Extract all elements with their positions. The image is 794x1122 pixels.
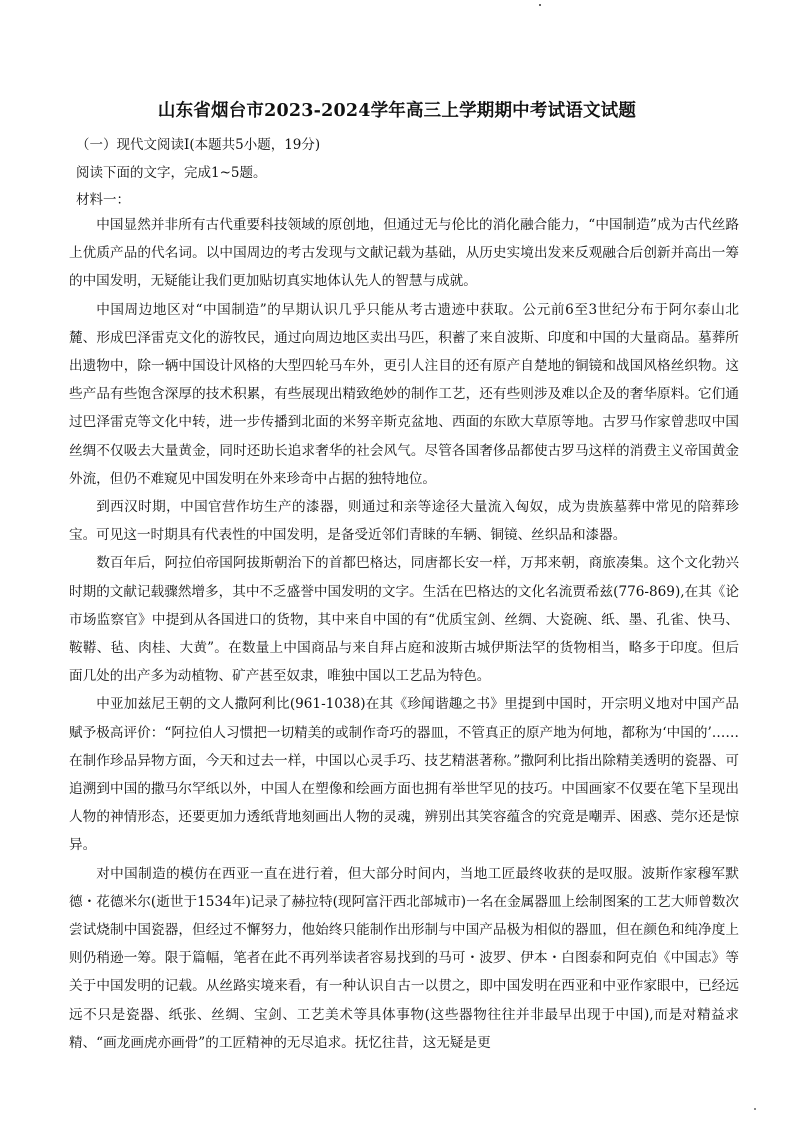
page-title: 山东省烟台市2023-2024学年高三上学期期中考试语文试题	[157, 101, 637, 121]
paragraph-6: 对中国制造的模仿在西亚一直在进行着，但大部分时间内，当地工匠最终收获的是叹服。波斯作家穆军默德・花德米尔(逝世于1534年)记录了赫拉特(现阿富汗西北部城市)一名在金属器皿上绘制图案的工艺大师曾数次尝试烧制中国瓷器，但经过不懈努力，他始终只能制作出形制与中国产品极为相似的器皿，但在颜色和纯净度上则仍稍逊一筹。限于篇幅，笔者在此不再列举读者容易找到的马可・波罗、伊本・白图泰和阿克伯《中国志》等关于中国发明的记载。从丝路实境来看，有一种认识自古一以贯之，即中国发明在西亚和中亚作家眼中，已经远远不只是瓷器、纸张、丝绸、宝剑、工艺美术等具体事物(这些器物往往并非最早出现于中国),而是对精益求精、“画龙画虎亦画骨”的工匠精神的无尽追求。抚忆往昔，这无疑是更	[69, 865, 739, 1051]
paragraph-1: 中国显然并非所有古代重要科技领域的原创地，但通过无与伦比的消化融合能力，“中国制造”成为古代丝路上优质产品的代名词。以中国周边的考古发现与文献记载为基础，从历史实境出发来反观融合后创新并高出一筹的中国发明，无疑能让我们更加贴切真实地体认先人的智慧与成就。	[69, 217, 739, 290]
paragraph-2: 中国周边地区对“中国制造”的早期认识几乎只能从考古遗迹中获取。公元前6至3世纪分布于阿尔泰山北麓、形成巴泽雷克文化的游牧民，通过向周边地区卖出马匹，积蓄了来自波斯、印度和中国的大量商品。墓葬所出遗物中，除一辆中国设计风格的大型四轮马车外，更引人注目的还有原产自楚地的铜镜和战国风格丝织物。这些产品有些饱含深厚的技术积累，有些展现出精致绝妙的制作工艺，还有些则涉及难以企及的奢华原料。它们通过巴泽雷克等文化中转，进一步传播到北面的米努辛斯克盆地、西面的东欧大草原等地。古罗马作家曾悲叹中国丝绸不仅吸去大量黄金，同时还助长追求奢华的社会风气。尽管各国奢侈品都使古罗马这样的消费主义帝国黄金外流，但仍不难窥见中国发明在外来珍奇中占据的独特地位。	[69, 301, 739, 487]
paragraph-3: 到西汉时期，中国官营作坊生产的漆器，则通过和亲等途径大量流入匈奴，成为贵族墓葬中常见的陪葬珍宝。可见这一时期具有代表性的中国发明，是备受近邻们青睐的车辆、铜镜、丝织品和漆器。	[69, 499, 739, 544]
material-label: 材料一：	[76, 192, 130, 208]
paragraph-5: 中亚加兹尼王朝的文人撒阿利比(961-1038)在其《珍闻谐趣之书》里提到中国时，开宗明义地对中国产品赋予极高评价：“阿拉伯人习惯把一切精美的或制作奇巧的器皿，不管真正的原产地为何地，都称为‘中国的’……在制作珍品异物方面，今天和过去一样，中国以心灵手巧、技艺精湛著称。”撒阿利比指出除精美透明的瓷器、可追溯到中国的撒马尔罕纸以外，中国人在塑像和绘画方面也拥有举世罕见的技巧。中国画家不仅要在笔下呈现出人物的神情形态，还要更加力透纸背地刻画出人物的灵魂，辨别出其笑容蕴含的究竟是嘲弄、困惑、莞尔还是惊异。	[69, 696, 739, 854]
scan-dot-bottom	[754, 1108, 756, 1110]
instruction-text: 阅读下面的文字，完成1~5题。	[76, 165, 267, 181]
section-heading: （一）现代文阅读Ⅰ(本题共5小题，19分)	[76, 137, 321, 153]
article-body	[69, 211, 739, 1057]
paragraph-4: 数百年后，阿拉伯帝国阿拔斯朝治下的首都巴格达，同唐都长安一样，万邦来朝，商旅凑集。这个文化勃兴时期的文献记载骤然增多，其中不乏盛誉中国发明的文字。生活在巴格达的文化名流贾希兹(776-869),在其《论市场监察官》中提到从各国进口的货物，其中来自中国的有“优质宝剑、丝绸、大瓷碗、纸、墨、孔雀、快马、鞍鞯、毡、肉桂、大黄”。在数量上中国商品与来自拜占庭和波斯古城伊斯法罕的货物相当，略多于印度。但后面几处的出产多为动植物、矿产甚至奴隶，唯独中国以工艺品为特色。	[69, 555, 739, 685]
scan-dot	[539, 4, 541, 6]
